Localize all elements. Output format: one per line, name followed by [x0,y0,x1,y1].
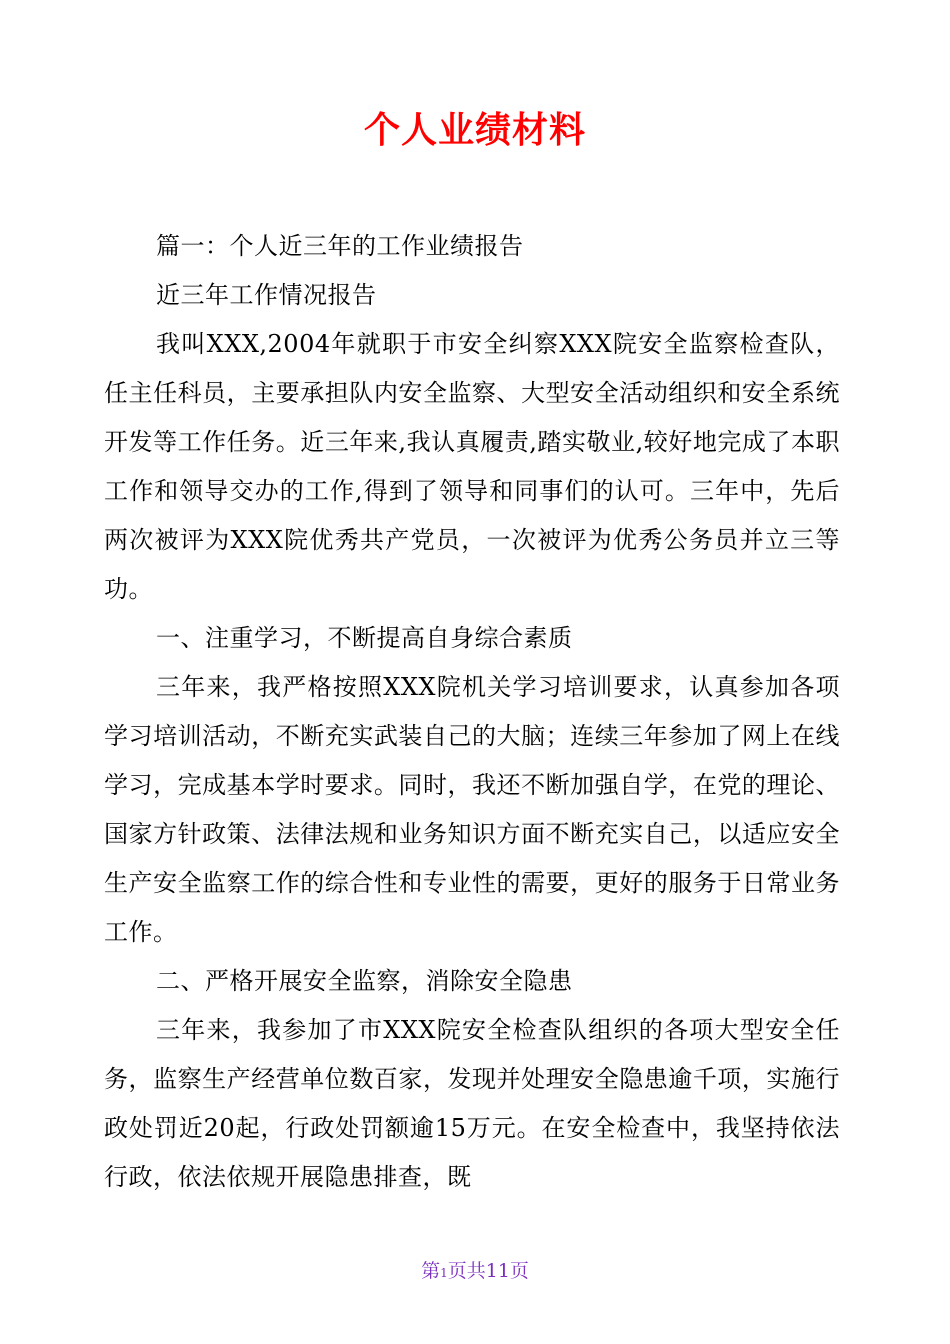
footer-page-number: 1 [440,1266,448,1280]
document-body [104,222,840,1202]
study-paragraph: 三年来，我严格按照XXX院机关学习培训要求，认真参加各项学习培训活动，不断充实武装自己的大脑；连续三年参加了网上在线学习，完成基本学时要求。同时，我还不断加强自学，在党的理论、国家方针政策、法律法规和业务知识方面不断充实自己，以适应安全生产安全监察工作的综合性和专业性的需要，更好的服务于日常业务工作。 [104,673,840,946]
section-heading-study: 一、注重学习，不断提高自身综合素质 [156,624,573,652]
footer-prefix: 第 [421,1260,441,1282]
document-title: 个人业绩材料 [363,110,586,151]
page-footer [0,1256,950,1288]
inspection-paragraph: 三年来，我参加了市XXX院安全检查队组织的各项大型安全任务，监察生产经营单位数百家，发现并处理安全隐患逾千项，实施行政处罚近20起，行政处罚额逾15万元。在安全检查中，我坚持依法行政，依法依规开展隐患排查，既 [104,1016,840,1191]
report-subtitle: 近三年工作情况报告 [156,281,377,309]
section-heading-inspection: 二、严格开展安全监察，消除安全隐患 [156,967,573,995]
intro-paragraph: 我叫XXX,2004年就职于市安全纠察XXX院安全监察检查队，任主任科员，主要承担队内安全监察、大型安全活动组织和安全系统开发等工作任务。近三年来,我认真履责,踏实敬业,较好地完成了本职工作和领导交办的工作,得到了领导和同事们的认可。三年中，先后两次被评为XXX院优秀共产党员，一次被评为优秀公务员并立三等功。 [104,330,840,603]
section-heading-part-one: 篇一：个人近三年的工作业绩报告 [156,232,524,260]
footer-suffix: 页共11页 [447,1260,529,1282]
